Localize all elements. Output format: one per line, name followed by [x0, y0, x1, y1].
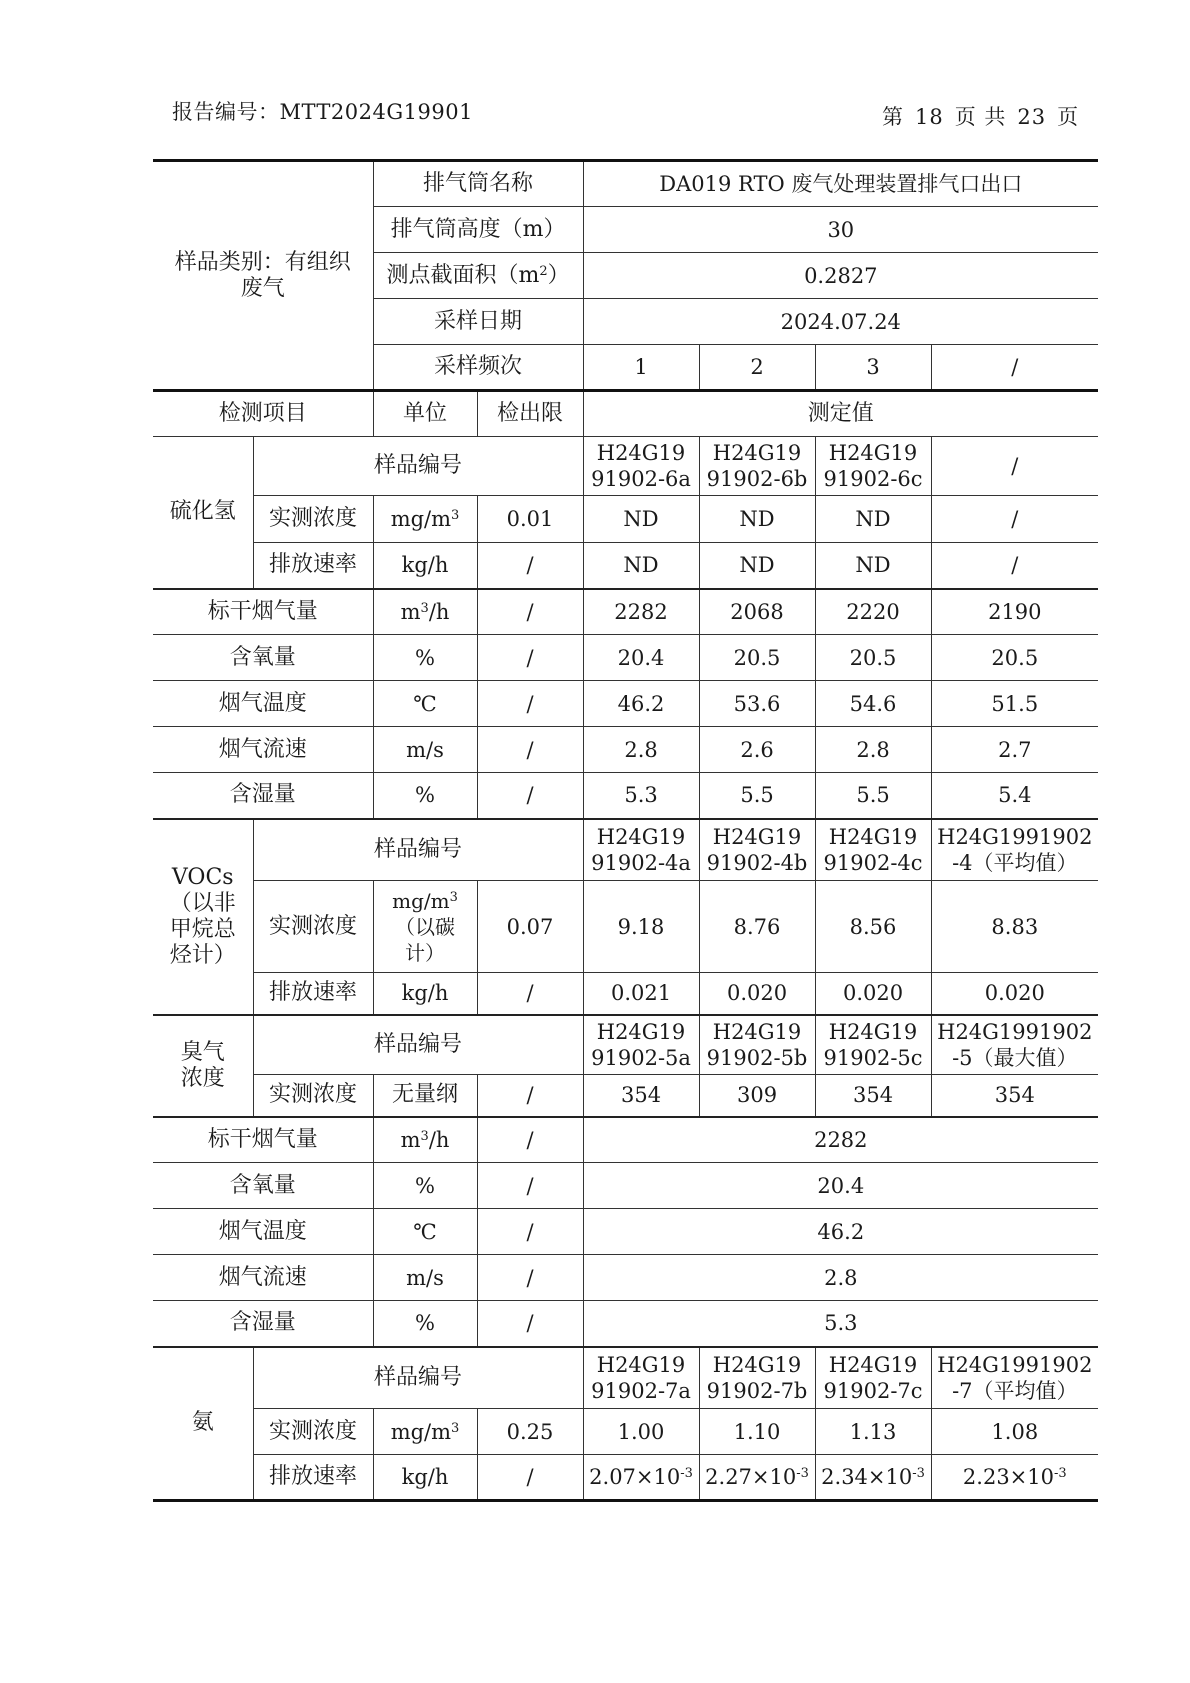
unit-cell: %: [373, 635, 477, 681]
sampling-frequency-label: 采样频次: [373, 345, 583, 391]
flue-item-name: 烟气流速: [153, 1255, 373, 1301]
sample-id: H24G19 91902-7a: [583, 1347, 699, 1409]
value-cell: 2.8: [583, 1255, 1098, 1301]
detection-limit-cell: /: [477, 1209, 583, 1255]
value-cell: 8.76: [699, 881, 815, 973]
value-cell: /: [931, 496, 1098, 543]
sampling-date-label: 采样日期: [373, 299, 583, 345]
detection-limit-cell: /: [477, 681, 583, 727]
area-label: 测点截面积$(m^2)$: [373, 253, 583, 299]
value-cell: 354: [815, 1075, 931, 1117]
unit-cell: $mg/m^3$: [373, 1409, 477, 1455]
value-cell: 1.13: [815, 1409, 931, 1455]
measured-concentration-label: 实测浓度: [253, 1075, 373, 1117]
detection-limit-cell: /: [477, 589, 583, 635]
sample-id: H24G19 91902-5c: [815, 1015, 931, 1075]
measured-concentration-label: 实测浓度: [253, 496, 373, 543]
value-cell: 53.6: [699, 681, 815, 727]
page-indicator: 第 18 页 共 23 页: [882, 105, 1080, 129]
sample-id: H24G19 91902-6a: [583, 437, 699, 496]
sample-id: H24G19 91902-5a: [583, 1015, 699, 1075]
value-cell: 51.5: [931, 681, 1098, 727]
value-cell: 20.4: [583, 635, 699, 681]
value-cell: 20.5: [931, 635, 1098, 681]
unit-cell: 无量纲: [373, 1075, 477, 1117]
flue-item-name: 含氧量: [153, 1163, 373, 1209]
value-cell: 1.10: [699, 1409, 815, 1455]
value-cell: 2190: [931, 589, 1098, 635]
value-cell: 2.8: [815, 727, 931, 773]
detection-limit-cell: 0.07: [477, 881, 583, 973]
frequency-cell: 1: [583, 345, 699, 391]
value-cell: $2.23\times 10^{-3}$: [931, 1455, 1098, 1501]
value-cell: 46.2: [583, 1209, 1098, 1255]
sample-id: H24G19 91902-4a: [583, 819, 699, 881]
value-cell: ND: [583, 496, 699, 543]
value-cell: 46.2: [583, 681, 699, 727]
flue-item-name: 烟气流速: [153, 727, 373, 773]
value-cell: 5.5: [815, 773, 931, 819]
value-cell: 2282: [583, 589, 699, 635]
sample-id: /: [931, 437, 1098, 496]
report-number: 报告编号：MTT2024G19901: [172, 100, 473, 124]
sample-number-label: 样品编号: [253, 437, 583, 496]
value-cell: $2.27\times 10^{-3}$: [699, 1455, 815, 1501]
value-cell: 20.4: [583, 1163, 1098, 1209]
value-cell: $2.07\times 10^{-3}$: [583, 1455, 699, 1501]
unit-cell: $m^3/h$: [373, 589, 477, 635]
flue-item-name: 烟气温度: [153, 1209, 373, 1255]
item-name-vocs: VOCs （以非 甲烷总 烃计）: [153, 819, 253, 1015]
column-header-value: 测定值: [583, 391, 1098, 437]
value-cell: ND: [699, 543, 815, 589]
unit-cell: %: [373, 1301, 477, 1347]
unit-cell: ℃: [373, 1209, 477, 1255]
value-cell: 1.08: [931, 1409, 1098, 1455]
stack-name-value: DA019 RTO 废气处理装置排气口出口: [583, 161, 1098, 207]
item-name-h2s: 硫化氢: [153, 437, 253, 589]
value-cell: ND: [815, 496, 931, 543]
value-cell: 354: [583, 1075, 699, 1117]
item-name-odor: 臭气 浓度: [153, 1015, 253, 1117]
detection-limit-cell: /: [477, 773, 583, 819]
value-cell: 5.3: [583, 773, 699, 819]
unit-cell: m/s: [373, 1255, 477, 1301]
value-cell: 2068: [699, 589, 815, 635]
sample-id: H24G19 91902-6b: [699, 437, 815, 496]
emission-rate-label: 排放速率: [253, 973, 373, 1015]
detection-limit-cell: 0.25: [477, 1409, 583, 1455]
value-cell: 0.021: [583, 973, 699, 1015]
sample-number-label: 样品编号: [253, 1015, 583, 1075]
value-cell: 0.020: [699, 973, 815, 1015]
sample-id: H24G19 91902-7b: [699, 1347, 815, 1409]
value-cell: 2220: [815, 589, 931, 635]
area-value: 0.2827: [583, 253, 1098, 299]
value-cell: 1.00: [583, 1409, 699, 1455]
unit-cell: kg/h: [373, 973, 477, 1015]
detection-limit-cell: /: [477, 1255, 583, 1301]
value-cell: 20.5: [815, 635, 931, 681]
value-cell: 8.83: [931, 881, 1098, 973]
value-cell: 354: [931, 1075, 1098, 1117]
value-cell: 5.5: [699, 773, 815, 819]
detection-limit-cell: 0.01: [477, 496, 583, 543]
frequency-cell: /: [931, 345, 1098, 391]
detection-limit-cell: /: [477, 635, 583, 681]
value-cell: 8.56: [815, 881, 931, 973]
value-cell: ND: [815, 543, 931, 589]
value-cell: 9.18: [583, 881, 699, 973]
sample-id: H24G19 91902-6c: [815, 437, 931, 496]
detection-limit-cell: /: [477, 1117, 583, 1163]
value-cell: 20.5: [699, 635, 815, 681]
value-cell: ND: [583, 543, 699, 589]
frequency-cell: 2: [699, 345, 815, 391]
measured-concentration-label: 实测浓度: [253, 1409, 373, 1455]
stack-height-label: 排气筒高度（m）: [373, 207, 583, 253]
unit-cell: kg/h: [373, 543, 477, 589]
stack-height-value: 30: [583, 207, 1098, 253]
sample-category: 样品类别：有组织废气: [153, 161, 373, 391]
unit-cell: ℃: [373, 681, 477, 727]
sample-number-label: 样品编号: [253, 819, 583, 881]
column-header-unit: 单位: [373, 391, 477, 437]
detection-limit-cell: /: [477, 727, 583, 773]
emission-rate-label: 排放速率: [253, 543, 373, 589]
emission-rate-label: 排放速率: [253, 1455, 373, 1501]
flue-item-name: 含湿量: [153, 1301, 373, 1347]
value-cell: 309: [699, 1075, 815, 1117]
flue-item-name: 标干烟气量: [153, 1117, 373, 1163]
detection-limit-cell: /: [477, 973, 583, 1015]
unit-cell: kg/h: [373, 1455, 477, 1501]
sample-id: H24G1991902 -7（平均值）: [931, 1347, 1098, 1409]
unit-cell: $m^3/h$: [373, 1117, 477, 1163]
flue-item-name: 烟气温度: [153, 681, 373, 727]
value-cell: 54.6: [815, 681, 931, 727]
value-cell: $2.34\times 10^{-3}$: [815, 1455, 931, 1501]
sample-number-label: 样品编号: [253, 1347, 583, 1409]
sampling-date-value: 2024.07.24: [583, 299, 1098, 345]
value-cell: 0.020: [815, 973, 931, 1015]
unit-cell: m/s: [373, 727, 477, 773]
unit-cell: $mg/m^3$: [373, 496, 477, 543]
detection-limit-cell: /: [477, 543, 583, 589]
value-cell: 2.6: [699, 727, 815, 773]
measured-concentration-label: 实测浓度: [253, 881, 373, 973]
unit-cell: %: [373, 1163, 477, 1209]
unit-cell: $mg/m^3$ （以碳 计）: [373, 881, 477, 973]
detection-limit-cell: /: [477, 1163, 583, 1209]
stack-name-label: 排气筒名称: [373, 161, 583, 207]
sample-id: H24G1991902 -4（平均值）: [931, 819, 1098, 881]
value-cell: 5.3: [583, 1301, 1098, 1347]
value-cell: 2282: [583, 1117, 1098, 1163]
frequency-cell: 3: [815, 345, 931, 391]
detection-limit-cell: /: [477, 1455, 583, 1501]
value-cell: 5.4: [931, 773, 1098, 819]
value-cell: 0.020: [931, 973, 1098, 1015]
item-name-nh3: 氨: [153, 1347, 253, 1501]
value-cell: /: [931, 543, 1098, 589]
flue-item-name: 含湿量: [153, 773, 373, 819]
sample-id: H24G19 91902-5b: [699, 1015, 815, 1075]
value-cell: 2.8: [583, 727, 699, 773]
detection-limit-cell: /: [477, 1075, 583, 1117]
test-results-table: [153, 159, 1098, 1502]
sample-id: H24G19 91902-4c: [815, 819, 931, 881]
column-header-item: 检测项目: [153, 391, 373, 437]
unit-cell: %: [373, 773, 477, 819]
sample-id: H24G1991902 -5（最大值）: [931, 1015, 1098, 1075]
detection-limit-cell: /: [477, 1301, 583, 1347]
sample-id: H24G19 91902-7c: [815, 1347, 931, 1409]
value-cell: ND: [699, 496, 815, 543]
value-cell: 2.7: [931, 727, 1098, 773]
flue-item-name: 含氧量: [153, 635, 373, 681]
sample-id: H24G19 91902-4b: [699, 819, 815, 881]
column-header-limit: 检出限: [477, 391, 583, 437]
flue-item-name: 标干烟气量: [153, 589, 373, 635]
